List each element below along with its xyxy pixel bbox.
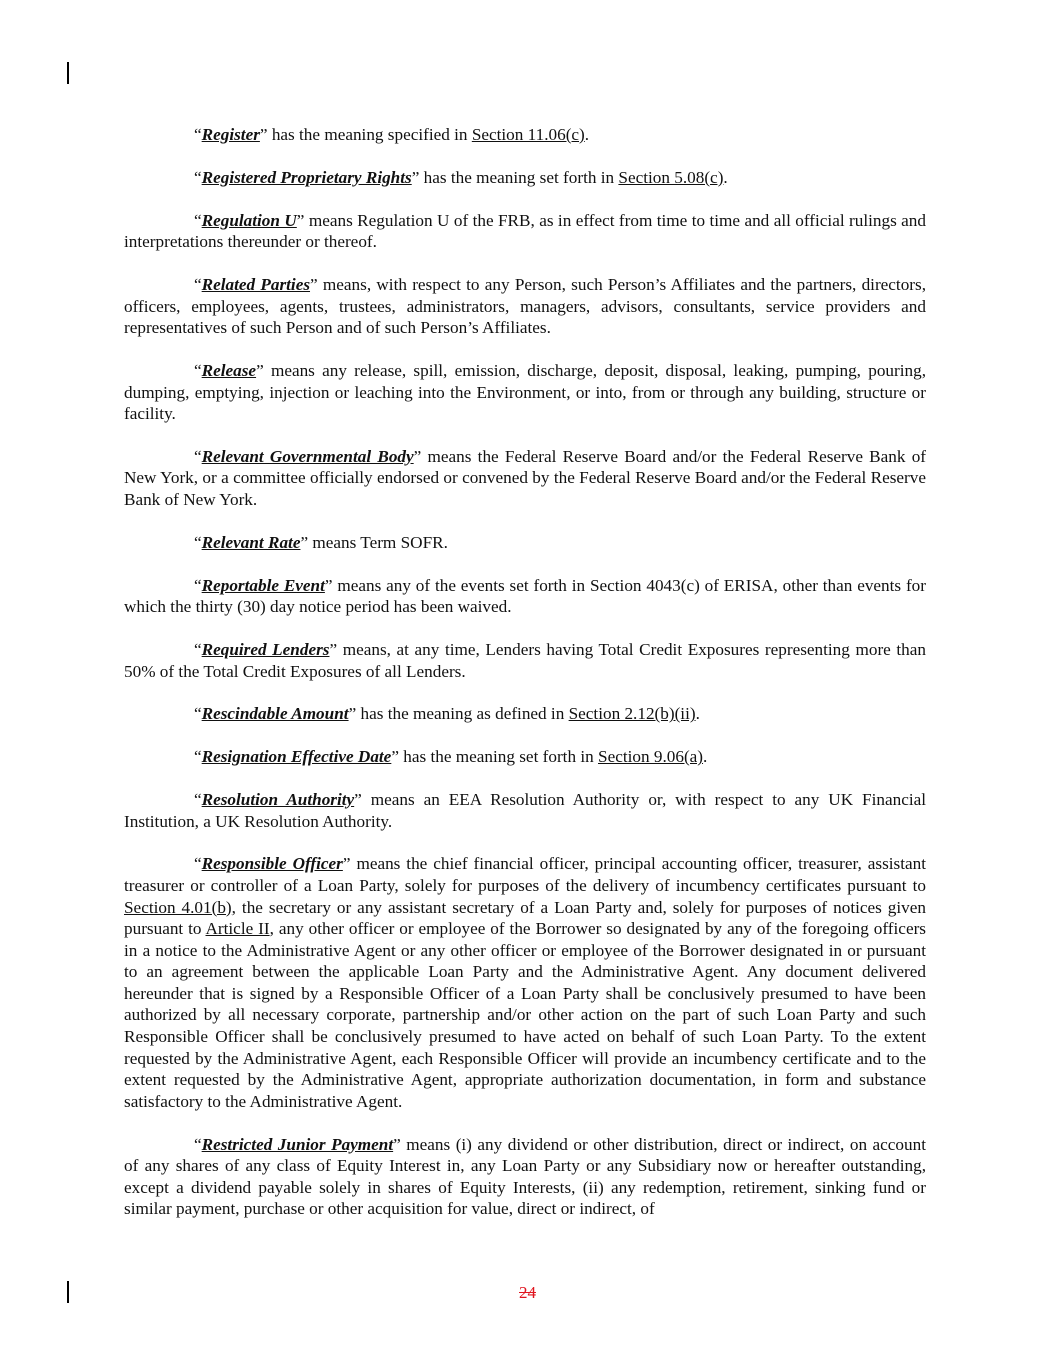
definition-text: means Term SOFR. (308, 532, 448, 552)
definition-text: means Regulation U of the FRB, as in effect from time to time and all official rulings and interpretations thereunder or thereof. (124, 210, 926, 252)
defined-term: Restricted Junior Payment (201, 1134, 394, 1154)
definition-paragraph: “Regulation U” means Regulation U of the FRB, as in effect from time to time and all official rulings and interpretations thereunder or thereof. (124, 210, 926, 252)
page-number: 24 (519, 1283, 536, 1302)
definition-paragraph: “Relevant Governmental Body” means the Federal Reserve Board and/or the Federal Reserve Bank of New York, or a committee officially endorsed or convened by the Federal Reserve Board and/or the Federal Reserve Bank of New York. (124, 446, 927, 510)
definition-paragraph: “Restricted Junior Payment” means (i) any dividend or other distribution, direct or indirect, on account of any shares of any class of Equity Interest in, any Loan Party or any Subsidiary now or hereafter outstanding, except a dividend payable solely in shares of Equity Interests, (ii) any redemption, retirement, sinking fund or similar payment, purchase or other acquisition for value, direct or indirect, of (124, 1134, 926, 1219)
defined-term: Reportable Event (201, 575, 325, 595)
definition-text: . (584, 125, 590, 144)
definition-text: means, at any time, Lenders having Total Credit Exposures representing more than 50% of the Total Credit Exposures of all Lenders. (124, 640, 926, 681)
definition-text: has the meaning set forth in (398, 747, 599, 767)
definition-text: means any of the events set forth in Section 4043(c) of ERISA, other than events for which the thirty (30) day notice period has been waived. (124, 575, 926, 617)
defined-term: Relevant Governmental Body (201, 446, 414, 466)
cross-reference-link[interactable]: Section 4.01(b) (124, 897, 232, 917)
definitions-section (124, 124, 926, 1241)
definition-text: has the meaning specified in (267, 125, 472, 144)
definition-paragraph: “Related Parties” means, with respect to any Person, such Person’s Affiliates and the partners, directors, officers, employees, agents, trustees, administrators, managers, advisors, consultants, service providers and representatives of such Person and of such Person’s Affiliates. (124, 274, 927, 338)
definition-paragraph: “Relevant Rate” means Term SOFR. (194, 532, 448, 552)
cross-reference-link[interactable]: Article II (205, 919, 270, 939)
definition-paragraph: “Registered Proprietary Rights” has the meaning set forth in Section 5.08(c). (194, 167, 728, 187)
definition-paragraph: “Reportable Event” means any of the events set forth in Section 4043(c) of ERISA, other than events for which the thirty (30) day notice period has been waived. (124, 575, 926, 617)
definition-text: means (i) any dividend or other distribution, direct or indirect, on account of any shares of any class of Equity Interest in, any Loan Party or any Subsidiary now or hereafter outstanding, except a dividend payable solely in shares of Equity Interests, (ii) any redemption, retirement, sinking fund or similar payment, purchase or other acquisition for value, direct or indirect, of (124, 1134, 926, 1219)
definition-text: has the meaning as defined in (356, 704, 569, 724)
cross-reference-link[interactable]: Section 2.12(b)(ii) (568, 704, 696, 724)
definition-paragraph: “Resignation Effective Date” has the meaning set forth in Section 9.06(a). (194, 747, 708, 767)
definition-text: . (703, 747, 708, 767)
definition-text: , any other officer or employee of the Borrower so designated by any of the foregoing officers in a notice to the Administrative Agent or any other officer or employee of the Borrower designated in or pursuant to an agreement between the applicable Loan Party and the Administrative Agent. Any document delivered hereunder that is signed by a Responsible Officer of a Loan Party shall be conclusively presumed to have been authorized by all necessary corporate, partnership and/or other action on the part of such Loan Party and such Responsible Officer shall be conclusively presumed to have acted on behalf of such Loan Party. To the extent requested by the Administrative Agent, each Responsible Officer will provide an incumbency certificate and to the extent requested by the Administrative Agent, appropriate authorization documentation, in form and substance satisfactory to the Administrative Agent. (124, 919, 926, 1111)
defined-term: Rescindable Amount (201, 704, 349, 724)
definition-text: . (723, 167, 728, 187)
revision-change-bar-top (67, 62, 69, 84)
defined-term: Resolution Authority (201, 789, 355, 809)
defined-term: Resignation Effective Date (201, 747, 392, 767)
definition-paragraph: “Responsible Officer” means the chief financial officer, principal accounting officer, treasurer, assistant treasurer or controller of a Loan Party, solely for purposes of the delivery of incumbency certificates pursuant to Section 4.01(b), the secretary or any assistant secretary of a Loan Party and, solely for purposes of notices given pursuant to Article II, any other officer or employee of the Borrower so designated by any of the foregoing officers in a notice to the Administrative Agent or any other officer or employee of the Borrower designated in or pursuant to an agreement between the applicable Loan Party and the Administrative Agent. Any document delivered hereunder that is signed by a Responsible Officer of a Loan Party shall be conclusively presumed to have been authorized by all necessary corporate, partnership and/or other action on the part of such Loan Party and such Responsible Officer shall be conclusively presumed to have acted on behalf of such Loan Party. To the extent requested by the Administrative Agent, each Responsible Officer will provide an incumbency certificate and to the extent requested by the Administrative Agent, appropriate authorization documentation, in form and substance satisfactory to the Administrative Agent. (124, 854, 927, 1111)
definition-paragraph: “Release” means any release, spill, emission, discharge, deposit, disposal, leaking, pumping, pouring, dumping, emptying, injection or leaching into the Environment, or into, from or through any building, structure or facility. (124, 360, 926, 424)
definition-text: means, with respect to any Person, such Person’s Affiliates and the partners, directors, officers, employees, agents, trustees, administrators, managers, advisors, consultants, service providers and representatives of such Person and of such Person’s Affiliates. (124, 274, 927, 338)
definition-text: has the meaning set forth in (419, 167, 619, 187)
defined-term: Required Lenders (201, 640, 330, 659)
definition-text: means an EEA Resolution Authority or, with respect to any UK Financial Institution, a UK Resolution Authority. (124, 789, 926, 831)
definition-paragraph: “Resolution Authority” means an EEA Resolution Authority or, with respect to any UK Financial Institution, a UK Resolution Authority. (124, 789, 926, 831)
cross-reference-link[interactable]: Section 11.06(c) (471, 125, 585, 144)
definition-paragraph: “Required Lenders” means, at any time, Lenders having Total Credit Exposures representing more than 50% of the Total Credit Exposures of all Lenders. (124, 640, 926, 681)
cross-reference-link[interactable]: Section 5.08(c) (618, 167, 724, 187)
definition-text: means any release, spill, emission, discharge, deposit, disposal, leaking, pumping, pouring, dumping, emptying, injection or leaching into the Environment, or into, from or through any building, structure or facility. (124, 360, 926, 424)
defined-term: Responsible Officer (201, 854, 343, 874)
definition-paragraph: “Rescindable Amount” has the meaning as defined in Section 2.12(b)(ii). (194, 704, 700, 724)
cross-reference-link[interactable]: Section 9.06(a) (598, 747, 704, 767)
definition-text: means the chief financial officer, principal accounting officer, treasurer, assistant treasurer or controller of a Loan Party, solely for purposes of the delivery of incumbency certificates pursuant to (124, 854, 927, 895)
defined-term: Regulation U (201, 210, 297, 230)
defined-term: Related Parties (201, 274, 311, 294)
definition-text: . (695, 704, 700, 724)
defined-term: Register (201, 125, 260, 144)
defined-term: Registered Proprietary Rights (201, 167, 412, 187)
definition-text: means the Federal Reserve Board and/or the Federal Reserve Bank of New York, or a committee officially endorsed or convened by the Federal Reserve Board and/or the Federal Reserve Bank of New York. (124, 446, 927, 510)
definition-paragraph: “Register” has the meaning specified in Section 11.06(c). (194, 125, 590, 144)
defined-term: Relevant Rate (201, 532, 301, 552)
defined-term: Release (201, 360, 257, 380)
definition-text: , the secretary or any assistant secretary of a Loan Party and, solely for purposes of notices given pursuant to (124, 897, 926, 939)
